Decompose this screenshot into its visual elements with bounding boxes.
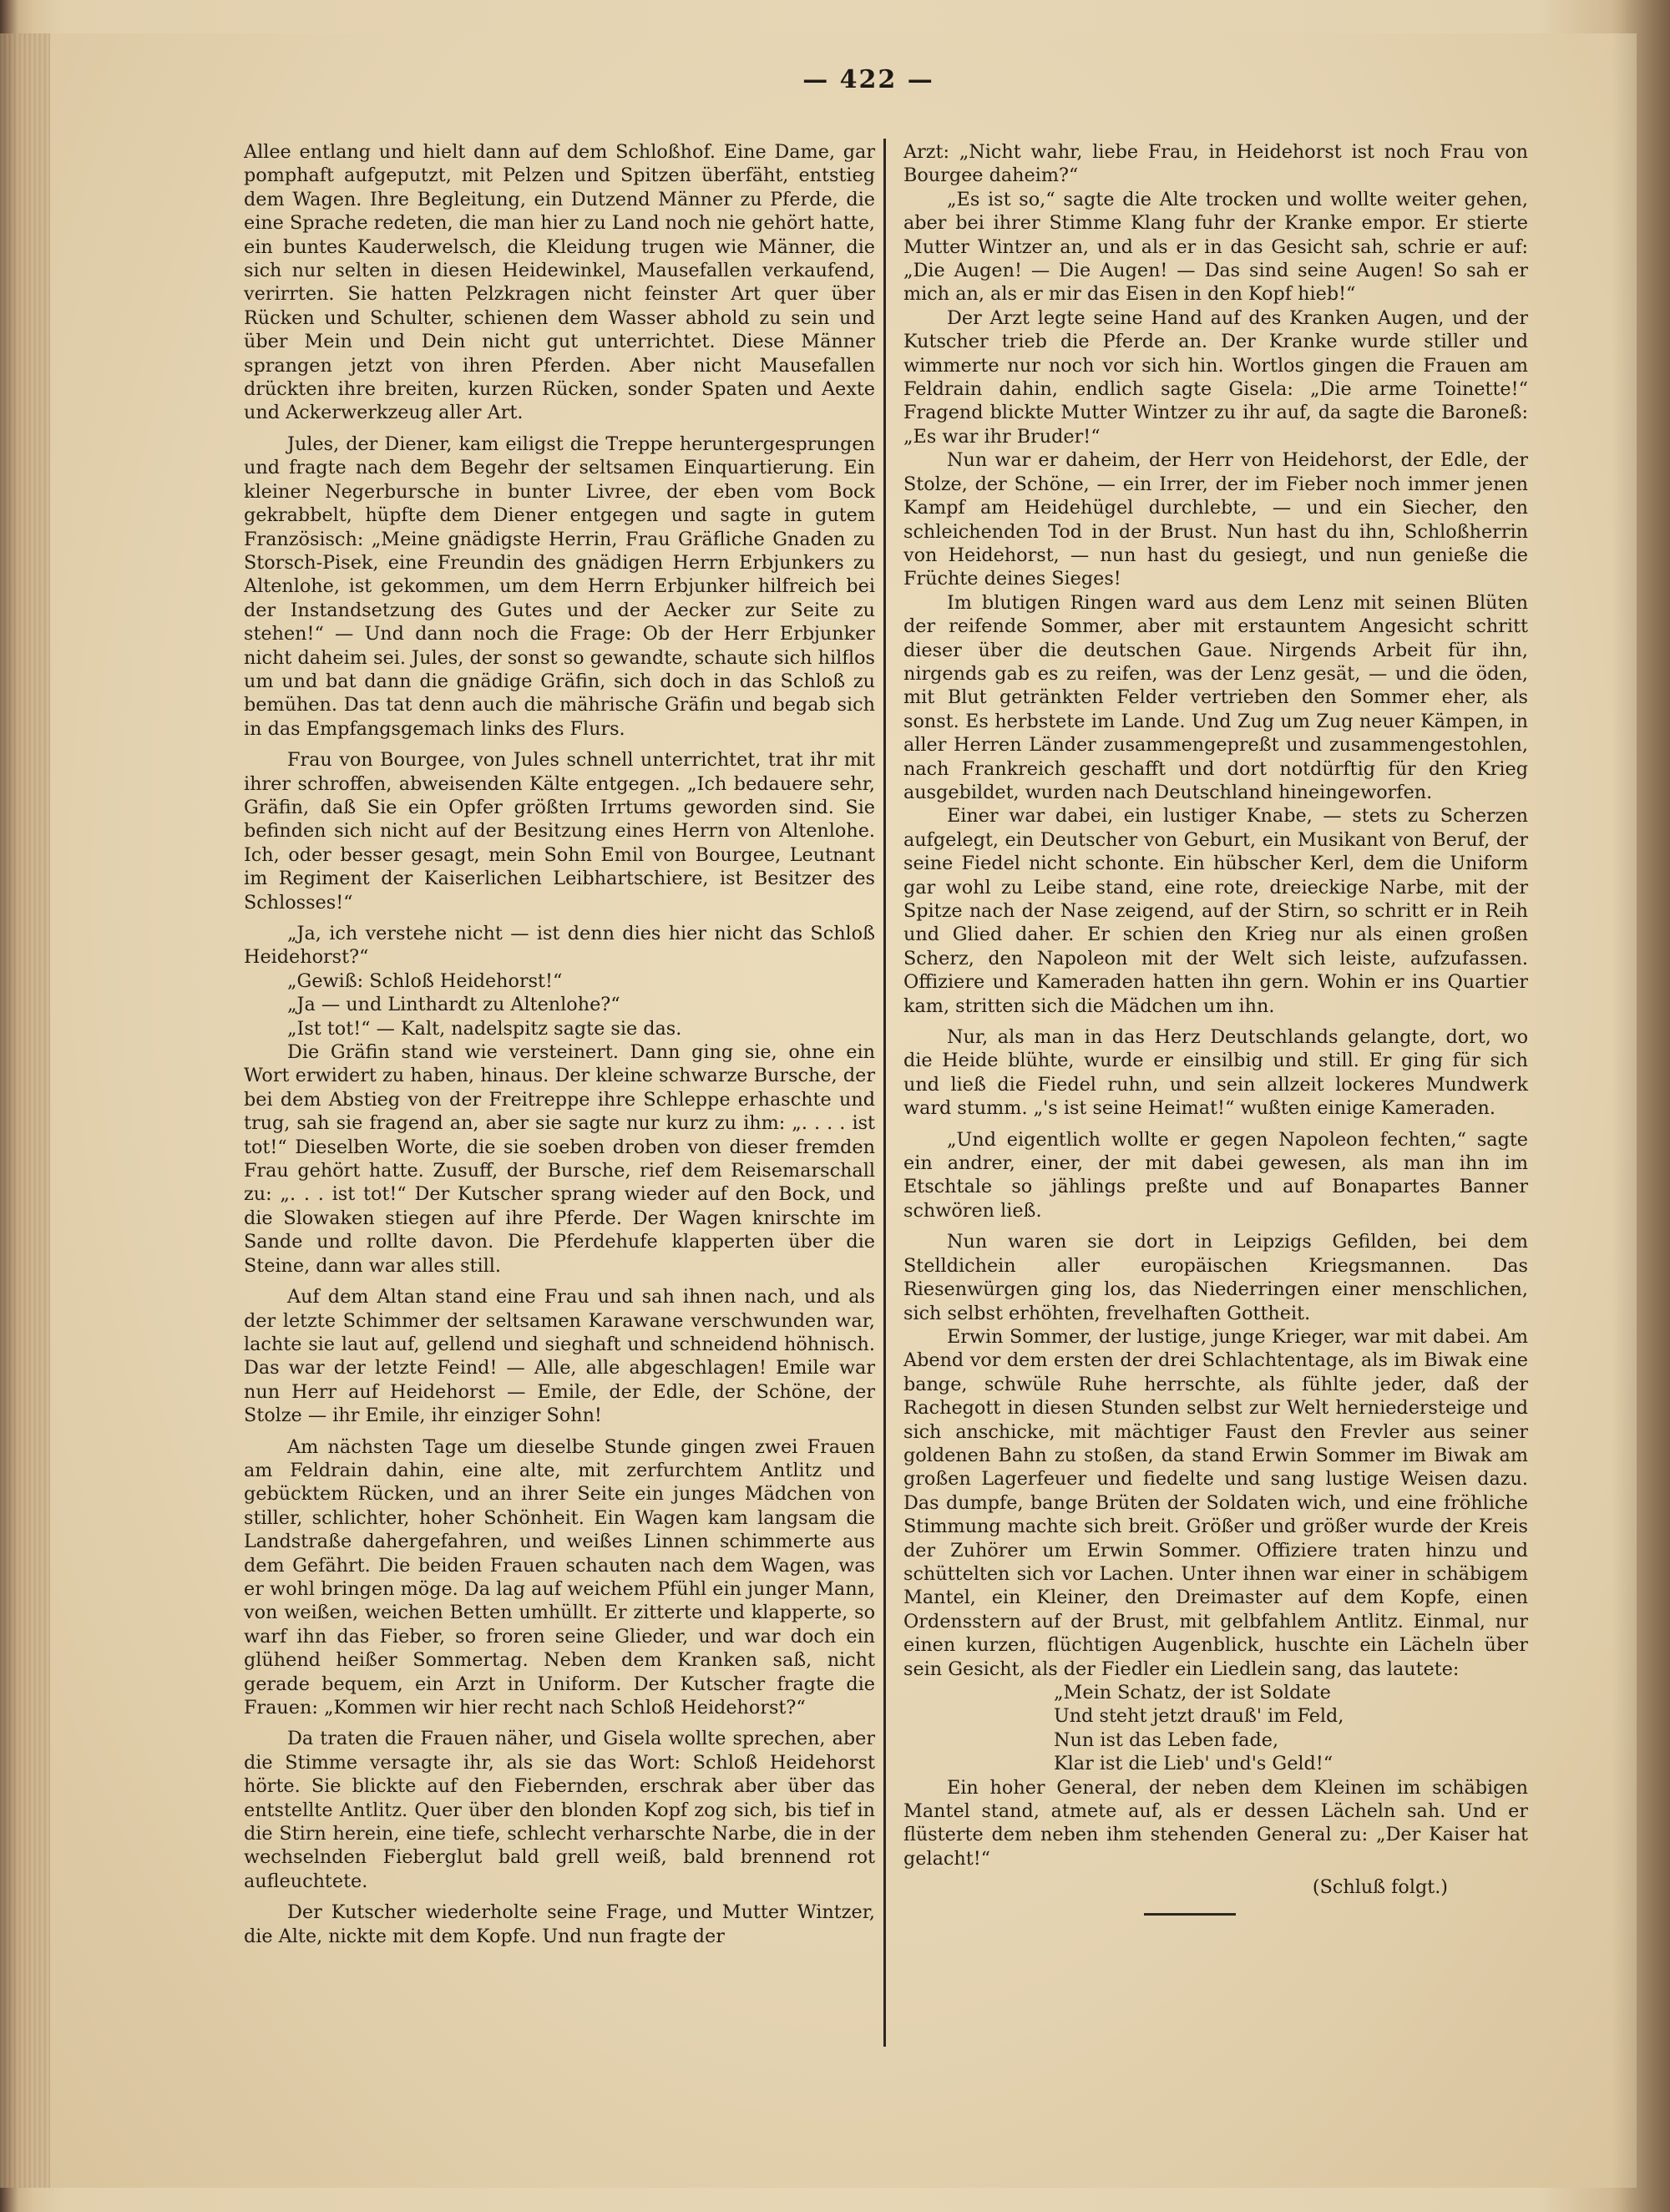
verse-line: Klar ist die Lieb' und's Geld!“ — [1054, 1753, 1333, 1775]
gutter-shadow — [1612, 0, 1670, 2212]
to-be-continued: (Schluß folgt.) — [1312, 1876, 1448, 1899]
paragraph: „Ja — und Linthardt zu Altenlohe?“ — [287, 994, 620, 1016]
paragraph: Die Gräfin stand wie versteinert. Dann ging sie, ohne ein Wort erwidert zu haben, hinaus. Der kleine schwarze Bursche, der bei dem Abstieg von der Freitreppe ihre Schleppe erhaschte und trug, sah sie fragend an, aber sie sagte nur kurz zu ihm: „. . . . ist tot!“ Dieselben Worte, die sie soeben droben von dieser fremden Frau gehört hatte. Zusuff, der Bursche, rief dem Reisemarschall zu: „. . . ist tot!“ Der Kutscher sprang wieder auf den Bock, und die Slowaken stiegen auf ihre Pferde. Der Wagen knirschte im Sande und rollte davon. Die Pferdehufe klapperten über die Steine, dann war alles still. — [244, 1041, 875, 1277]
page-number: — 422 — — [802, 65, 934, 94]
paragraph: Nun waren sie dort in Leipzigs Gefilden, bei dem Stelldichein aller europäischen Kriegsmannen. Das Riesenwürgen ging los, das Niederringen einer menschlichen, sich selbst erhöhten, frevelhaften Gottheit. — [903, 1231, 1528, 1324]
paragraph: „Und eigentlich wollte er gegen Napoleon fechten,“ sagte ein andrer, einer, der mit dabei gewesen, als man ihn im Etschtale so jählings preßte und auf Bonapartes Banner schwören ließ. — [903, 1128, 1528, 1222]
paragraph: Frau von Bourgee, von Jules schnell unterrichtet, trat ihr mit ihrer schroffen, abweisenden Kälte entgegen. „Ich bedauere sehr, Gräfin, daß Sie ein Opfer größten Irrtums geworden sind. Sie befinden sich nicht auf der Besitzung eines Herrn von Altenlohe. Ich, oder besser gesagt, mein Sohn Emil von Bourgee, Leutnant im Regiment der Kaiserlichen Leibhartschiere, ist Besitzer des Schlosses!“ — [244, 749, 875, 914]
end-rule — [1144, 1913, 1236, 1916]
paragraph: „Ja, ich verstehe nicht — ist denn dies hier nicht das Schloß Heidehorst?“ — [244, 923, 875, 969]
paragraph: Erwin Sommer, der lustige, junge Krieger, war mit dabei. Am Abend vor dem ersten der drei Schlachtentage, als im Biwak eine bange, schwüle Ruhe herrschte, als fühlte jeder, daß der Rachegott in diesen Stunden selbst zur Welt herniedersteige und sich anschicke, mit mächtiger Faust den Frevler aus seiner goldenen Bahn zu stoßen, da stand Erwin Sommer im Biwak am großen Lagerfeuer und fiedelte und sang lustige Weisen dazu. Das dumpfe, bange Brüten der Soldaten wich, und eine fröhliche Stimmung machte sich breit. Größer und größer wurde der Kreis der Zuhörer um Erwin Sommer. Offiziere traten hinzu und schüttelten sich vor Lachen. Unter ihnen war einer in schäbigem Mantel, ein Kleiner, den Dreimaster auf dem Kopfe, einen Ordensstern auf der Brust, mit gelbfahlem Antlitz. Einmal, nur einen kurzen, flüchtigen Augenblick, huschte ein Lächeln über sein Gesicht, als der Fiedler ein Liedlein sang, das lautete: — [903, 1325, 1528, 1680]
paragraph: Nun war er daheim, der Herr von Heidehorst, der Edle, der Stolze, der Schöne, — ein Irrer, der im Fieber noch immer jenen Kampf am Heidehügel durchlebte, — und ein Siecher, den schleichenden Tod in der Brust. Nun hast du ihn, Schloßherrin von Heidehorst, — nun hast du gesiegt, und nun genieße die Früchte deines Sieges! — [903, 449, 1528, 590]
paragraph: „Ist tot!“ — Kalt, nadelspitz sagte sie das. — [287, 1017, 682, 1040]
paragraph: Der Arzt legte seine Hand auf des Kranken Augen, und der Kutscher trieb die Pferde an. Der Kranke wurde stiller und wimmerte nur noch vor sich hin. Wortlos gingen die Frauen am Feldrain dahin, endlich sagte Gisela: „Die arme Toinette!“ Fragend blickte Mutter Wintzer zu ihr auf, da sagte die Baroneß: „Es war ihr Bruder!“ — [903, 306, 1528, 448]
paragraph: Allee entlang und hielt dann auf dem Schloßhof. Eine Dame, gar pomphaft aufgeputzt, mit Pelzen und Spitzen überfäht, entstieg dem Wagen. Ihre Begleitung, ein Dutzend Männer zu Pferde, die eine Sprache redeten, die man hier zu Land noch nie gehört hatte, ein buntes Kauderwelsch, die Kleidung trugen wie Männer, die sich nur selten in diesen Heidewinkel, Mausefallen verkaufend, verirrten. Sie hatten Pelzkragen nicht feinster Art quer über Rücken und Schulter, schienen dem Wasser abhold zu sein und über Mein und Dein nicht gut unterrichtet. Diese Männer sprangen jetzt von ihren Pferden. Aber nicht Mausefallen drückten ihre breiten, kurzen Rücken, sonder Spaten und Aexte und Ackerwerkzeug aller Art. — [244, 141, 875, 424]
paragraph: Auf dem Altan stand eine Frau und sah ihnen nach, und als der letzte Schimmer der seltsamen Karawane verschwunden war, lachte sie laut auf, gellend und sieghaft und schneidend höhnisch. Das war der letzte Feind! — Alle, alle abgeschlagen! Emile war nun Herr auf Heidehorst — Emile, der Edle, der Schöne, der Stolze — ihr Emile, ihr einziger Sohn! — [244, 1286, 875, 1427]
paragraph: Jules, der Diener, kam eiligst die Treppe heruntergesprungen und fragte nach dem Begehr der seltsamen Einquartierung. Ein kleiner Negerbursche in bunter Livree, der eben vom Bock gekrabbelt, hüpfte dem Diener entgegen und sagte in gutem Französisch: „Meine gnädigste Herrin, Frau Gräfliche Gnaden zu Storsch-Pisek, eine Freundin des gnädigen Herrn Erbjunkers zu Altenlohe, ist gekommen, um dem Herrn Erbjunker hilfreich bei der Instandsetzung des Gutes und der Aecker zur Seite zu stehen!“ — Und dann noch die Frage: Ob der Herr Erbjunker nicht daheim sei. Jules, der sonst so gewandte, schaute sich hilflos um und bat dann die gnädige Gräfin, sich doch in das Schloß zu bemühen. Das tat denn auch die mährische Gräfin und begab sich in das Empfangsgemach links des Flurs. — [244, 433, 875, 740]
paragraph: „Es ist so,“ sagte die Alte trocken und wollte weiter gehen, aber bei ihrer Stimme Klang fuhr der Kranke empor. Er stierte Mutter Wintzer an, und als er in das Gesicht sah, schrie er auf: „Die Augen! — Die Augen! — Das sind seine Augen! So sah er mich an, als er mir das Eisen in den Kopf hieb!“ — [903, 188, 1528, 306]
left-column — [244, 140, 875, 1948]
paragraph: Am nächsten Tage um dieselbe Stunde gingen zwei Frauen am Feldrain dahin, eine alte, mit zerfurchtem Antlitz und gebücktem Rücken, und an ihrer Seite ein junges Mädchen von stiller, schlichter, hoher Schönheit. Ein Wagen kam langsam die Landstraße dahergefahren, und weißes Linnen schimmerte aus dem Gefährt. Die beiden Frauen schauten nach dem Wagen, was er wohl bringen möge. Da lag auf weichem Pfühl ein junger Mann, von weißen, weichen Betten umhüllt. Er zitterte und klapperte, so warf ihn das Fieber, so froren seine Glieder, und war doch ein glühend heißer Sommertag. Neben dem Kranken saß, nicht gerade bequem, ein Arzt in Uniform. Der Kutscher fragte die Frauen: „Kommen wir hier recht nach Schloß Heidehorst?“ — [244, 1435, 875, 1718]
paragraph: Da traten die Frauen näher, und Gisela wollte sprechen, aber die Stimme versagte ihr, als sie das Wort: Schloß Heidehorst hörte. Sie blickte auf den Fiebernden, erschrak aber über das entstellte Antlitz. Quer über den blonden Kopf zog sich, bis tief in die Stirn herein, eine tiefe, schlecht verharschte Narbe, die in der wechselnden Fieberglut bald grell weiß, bald brennend rot aufleuchtete. — [244, 1728, 875, 1892]
verse-line: „Mein Schatz, der ist Soldate — [1054, 1682, 1331, 1703]
paragraph: Im blutigen Ringen ward aus dem Lenz mit seinen Blüten der reifende Sommer, aber mit erstauntem Angesicht schritt dieser über die deutschen Gaue. Nirgends Arbeit für ihn, nirgends gab es zu reifen, was der Lenz gesät, — und die öden, mit Blut getränkten Felder vertrieben den Sommer eher, als sonst. Es herbstete im Lande. Und Zug um Zug neuer Kämpen, in aller Herren Länder zusammengepreßt und zusammengestohlen, nach Frankreich geschafft und dort notdürftig für den Krieg ausgebildet, wurden nach Deutschland hineingeworfen. — [903, 591, 1528, 803]
paragraph: Ein hoher General, der neben dem Kleinen im schäbigen Mantel stand, atmete auf, als er dessen Lächeln sah. Und er flüsterte dem neben ihm stehenden General zu: „Der Kaiser hat gelacht!“ — [903, 1776, 1528, 1870]
verse-line: Und steht jetzt drauß' im Feld, — [1054, 1705, 1344, 1728]
paragraph: Nur, als man in das Herz Deutschlands gelangte, dort, wo die Heide blühte, wurde er einsilbig und still. Er ging für sich und ließ die Fiedel ruhn, und sein allzeit lockeres Mundwerk ward stumm. „'s ist seine Heimat!“ wußten einige Kameraden. — [903, 1026, 1528, 1120]
paragraph: Arzt: „Nicht wahr, liebe Frau, in Heidehorst ist noch Frau von Bourgee daheim?“ — [903, 141, 1528, 187]
verse-line: Nun ist das Leben fade, — [1054, 1729, 1279, 1751]
paragraph: Einer war dabei, ein lustiger Knabe, — stets zu Scherzen aufgelegt, ein Deutscher von Geburt, ein Musikant von Beruf, der seine Fiedel nicht schonte. Ein hübscher Kerl, dem die Uniform gar wohl zu Leibe stand, eine rote, dreieckige Narbe, mit der Spitze nach der Nase zeigend, auf der Stirn, so schritt er in Reih und Glied daher. Er schien den Krieg nur als einen großen Scherz, den Napoleon mit der Welt sich leiste, aufzufassen. Offiziere und Kameraden hatten ihn gern. Wohin er ins Quartier kam, stritten sich die Mädchen um ihn. — [903, 805, 1528, 1017]
paragraph: „Gewiß: Schloß Heidehorst!“ — [287, 969, 563, 992]
column-divider — [883, 139, 886, 2047]
paragraph: Der Kutscher wiederholte seine Frage, und Mutter Wintzer, die Alte, nickte mit dem Kopfe. Und nun fragte der — [244, 1901, 875, 1947]
right-column — [903, 140, 1528, 1916]
